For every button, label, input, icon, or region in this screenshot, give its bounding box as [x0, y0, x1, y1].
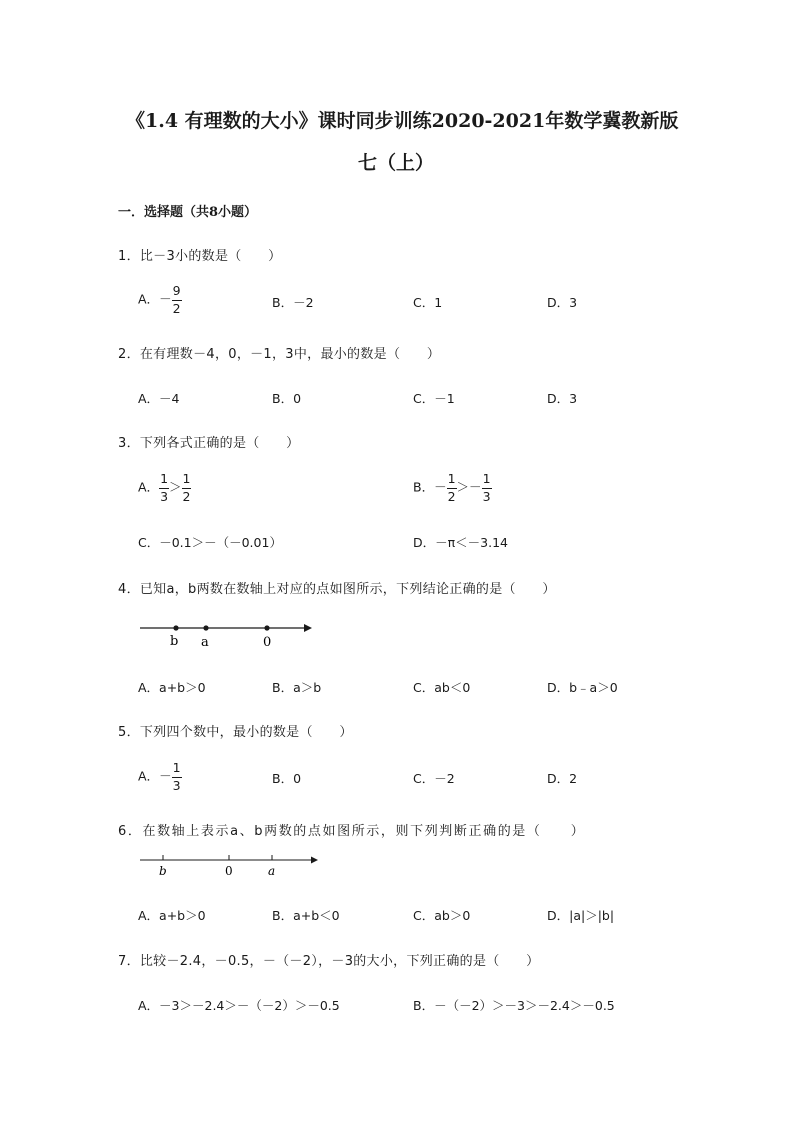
question-1-option-d[interactable]: D．3: [547, 295, 578, 310]
question-3-option-d[interactable]: D．－π＜－3.14: [413, 535, 508, 550]
question-4-option-d[interactable]: D．b﹣a＞0: [547, 680, 618, 695]
label-a: a: [201, 635, 209, 650]
denominator: 3: [172, 777, 181, 793]
fraction: [447, 473, 457, 503]
question-7-stem: 7．比较－2.4，－0.5，－（－2），－3的大小，下列正确的是（ ）: [118, 954, 540, 969]
question-3-option-a[interactable]: [138, 473, 191, 503]
numerator: 9: [172, 285, 182, 301]
question-2-stem: 2．在有理数－4，0，－1，3中，最小的数是（ ）: [118, 347, 441, 362]
option-label: A．: [138, 479, 160, 495]
section-heading: 一．选择题（共8小题）: [118, 205, 258, 220]
question-1-option-c[interactable]: C．1: [413, 295, 443, 310]
question-6-number-line: [136, 851, 326, 879]
minus-sign: －: [159, 291, 172, 307]
question-2-option-a[interactable]: A．－4: [138, 391, 180, 406]
denominator: 2: [182, 488, 191, 504]
label-b: b: [159, 864, 167, 878]
denominator: 2: [172, 300, 181, 316]
option-label: A．: [138, 291, 160, 307]
point-a: [203, 625, 208, 630]
doc-title-line1: 《1.4 有理数的大小》课时同步训练2020-2021年数学冀教新版: [126, 110, 679, 132]
doc-title-line2: 七（上）: [358, 152, 435, 174]
comparison-operator: ＞: [169, 479, 182, 495]
denominator: 3: [160, 488, 169, 504]
fraction: [182, 473, 192, 503]
numerator: 1: [159, 473, 169, 489]
question-4-option-c[interactable]: C．ab＜0: [413, 680, 471, 695]
question-5-option-c[interactable]: C．－2: [413, 771, 455, 786]
question-4-stem: 4．已知a，b两数在数轴上对应的点如图所示，下列结论正确的是（ ）: [118, 582, 556, 597]
point-b: [173, 625, 178, 630]
numerator: 1: [172, 762, 182, 778]
label-a: a: [268, 864, 276, 878]
comparison-operator: ＞－: [456, 479, 482, 495]
question-7-option-b[interactable]: B．－（－2）＞－3＞－2.4＞－0.5: [413, 998, 615, 1013]
question-2-option-d[interactable]: D．3: [547, 391, 578, 406]
denominator: 3: [482, 488, 491, 504]
question-2-option-b[interactable]: B．0: [272, 391, 302, 406]
question-1-option-a[interactable]: [138, 285, 182, 315]
question-6-option-d[interactable]: D．|a|＞|b|: [547, 908, 615, 923]
minus-sign: －: [434, 479, 447, 495]
question-7-option-a[interactable]: A．－3＞－2.4＞－（－2）＞－0.5: [138, 998, 340, 1013]
question-5-stem: 5．下列四个数中，最小的数是（ ）: [118, 725, 353, 740]
question-5-option-d[interactable]: D．2: [547, 771, 578, 786]
question-4-number-line: [136, 618, 326, 652]
numerator: 1: [482, 473, 492, 489]
fraction: [172, 285, 182, 315]
question-6-stem: 6．在数轴上表示a、b两数的点如图所示，则下列判断正确的是（ ）: [118, 824, 586, 839]
question-6-option-c[interactable]: C．ab＞0: [413, 908, 471, 923]
denominator: 2: [447, 488, 456, 504]
question-2-option-c[interactable]: C．－1: [413, 391, 455, 406]
question-3-stem: 3．下列各式正确的是（ ）: [118, 436, 300, 451]
arrow-head-icon: [311, 857, 318, 864]
label-zero: 0: [225, 864, 233, 878]
question-1-stem: 1．比－3小的数是（ ）: [118, 249, 282, 264]
label-zero: 0: [263, 635, 272, 650]
question-5-option-b[interactable]: B．0: [272, 771, 302, 786]
fraction: [172, 762, 182, 792]
option-label: A．: [138, 768, 160, 784]
question-6-option-a[interactable]: A．a+b＞0: [138, 908, 206, 923]
fraction: [159, 473, 169, 503]
numerator: 1: [182, 473, 192, 489]
question-4-option-b[interactable]: B．a＞b: [272, 680, 322, 695]
question-6-option-b[interactable]: B．a+b＜0: [272, 908, 340, 923]
minus-sign: －: [159, 768, 172, 784]
fraction: [482, 473, 492, 503]
question-4-option-a[interactable]: A．a+b＞0: [138, 680, 206, 695]
question-5-option-a[interactable]: [138, 762, 182, 792]
arrow-head-icon: [304, 624, 312, 632]
question-3-option-b[interactable]: [413, 473, 492, 503]
question-1-option-b[interactable]: B．－2: [272, 295, 314, 310]
question-3-option-c[interactable]: C．－0.1＞－（－0.01）: [138, 535, 282, 550]
option-label: B．: [413, 479, 435, 495]
point-zero: [264, 625, 269, 630]
numerator: 1: [447, 473, 457, 489]
label-b: b: [170, 634, 179, 649]
